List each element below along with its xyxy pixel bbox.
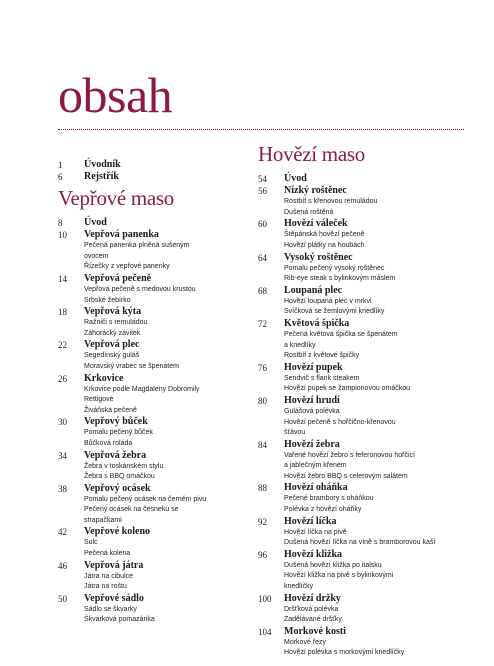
toc-page-number: 26 xyxy=(58,373,67,384)
toc-entry-title: Vepřové koleno xyxy=(84,526,151,538)
toc-entry-body xyxy=(284,252,458,285)
toc-page-number: 76 xyxy=(258,362,267,373)
toc-entry-title: Vepřová žebra xyxy=(84,449,147,461)
toc-entry xyxy=(58,339,238,372)
toc-entry-body xyxy=(84,159,238,171)
toc-entry xyxy=(258,516,458,549)
toc-entry-title: Hovězí žebra xyxy=(284,438,340,450)
intro-list xyxy=(58,159,238,183)
toc-recipe-line: Svíčková se žemlovými knedlíky xyxy=(284,308,385,316)
toc-entry-title: Vepřová panenka xyxy=(84,229,159,241)
toc-recipe-line: Dušená hovězí kližka po italsku xyxy=(284,561,382,569)
toc-recipe-line: Hovězí líčka na pivě xyxy=(284,528,347,536)
toc-entry-title: Hovězí líčka xyxy=(284,515,337,527)
toc-recipe-line: Segedínský guláš xyxy=(84,352,140,360)
toc-entry xyxy=(58,306,238,339)
toc-recipe-line: Řízečky z vepřové panenky xyxy=(84,263,170,271)
toc-recipe-line: Rostbíf z květové špičky xyxy=(284,352,360,360)
toc-entry-body xyxy=(84,526,238,559)
toc-entry-body xyxy=(284,285,458,318)
toc-entry xyxy=(58,450,238,483)
toc-entry-title: Úvodník xyxy=(84,159,121,170)
toc-recipe-line: knedlíčky xyxy=(284,583,314,591)
toc-entry-body xyxy=(84,450,238,483)
toc-page-number: 6 xyxy=(58,172,63,182)
toc-page-number: 14 xyxy=(58,273,67,284)
toc-entry-body xyxy=(84,171,238,183)
toc-entry-body xyxy=(284,516,458,549)
toc-entry-body xyxy=(84,306,238,339)
toc-entry xyxy=(258,252,458,285)
toc-entry xyxy=(58,560,238,593)
toc-page-number: 18 xyxy=(58,307,67,318)
toc-entry-title: Hovězí oháňka xyxy=(284,482,348,494)
toc-page-number: 92 xyxy=(258,516,267,527)
toc-entry-body xyxy=(284,395,458,439)
toc-entry-title: Květová špička xyxy=(284,317,350,329)
toc-entry-title: Hovězí kližka xyxy=(284,548,343,560)
toc-recipe-line: Rettigové xyxy=(84,396,114,404)
toc-page-number: 22 xyxy=(58,340,67,351)
toc-entry-title: Hovězí váleček xyxy=(284,218,348,230)
toc-entry-body xyxy=(84,229,238,273)
toc-entry xyxy=(58,526,238,559)
toc-page-number: 54 xyxy=(258,174,267,185)
toc-page-number: 96 xyxy=(258,549,267,560)
toc-entry xyxy=(258,482,458,515)
toc-entry-title: Hovězí pupek xyxy=(284,361,343,373)
toc-recipe-line: Škvarková pomazánka xyxy=(84,616,155,624)
toc-page-number: 88 xyxy=(258,483,267,494)
toc-recipe-line: Rib-eye steak s bylinkovým máslem xyxy=(284,275,396,283)
toc-entry-body xyxy=(84,560,238,593)
toc-recipe-line: Sulc xyxy=(84,539,98,547)
toc-recipe-line: Pomalu pečený bůček xyxy=(84,429,153,437)
toc-page-number: 8 xyxy=(58,218,63,229)
toc-recipe-line: Morkové řezy xyxy=(284,638,327,646)
toc-page-number: 60 xyxy=(258,219,267,230)
toc-entry xyxy=(258,439,458,483)
pork-entries xyxy=(58,217,238,626)
toc-entry-title: Hovězí hrudí xyxy=(284,394,340,406)
toc-entry xyxy=(258,185,458,218)
toc-page-number: 34 xyxy=(58,450,67,461)
toc-entry xyxy=(58,416,238,449)
toc-recipe-line: Zadělávané dršťky xyxy=(284,616,342,624)
section-beef xyxy=(258,142,458,659)
toc-entry-title: Úvod xyxy=(84,217,107,229)
toc-entry-body xyxy=(284,318,458,362)
toc-entry xyxy=(258,395,458,439)
toc-entry-body xyxy=(84,483,238,527)
toc-recipe-line: Sendvič s flank steakem xyxy=(284,374,360,382)
toc-recipe-line: Pomalu pečený vysoký roštěnec xyxy=(284,264,385,272)
toc-entry xyxy=(58,229,238,273)
toc-page-number: 104 xyxy=(258,626,272,637)
toc-recipe-line: Hovězí pečeně s hořčično-křenovou xyxy=(284,418,396,426)
title-divider xyxy=(58,129,464,130)
toc-recipe-line: Pečená kolena xyxy=(84,550,131,558)
toc-recipe-line: Žebra s BBQ omáčkou xyxy=(84,473,155,481)
toc-entry xyxy=(58,373,238,417)
toc-entry-body xyxy=(284,439,458,483)
section-pork xyxy=(58,186,238,626)
toc-page-number: 42 xyxy=(58,527,67,538)
toc-page-number: 84 xyxy=(258,439,267,450)
toc-entry xyxy=(58,171,238,183)
toc-recipe-line: Bůčková roláda xyxy=(84,439,133,447)
toc-page-number: 56 xyxy=(258,186,267,197)
toc-recipe-line: Ražniči s remuládou xyxy=(84,319,148,327)
page-title: obsah xyxy=(58,67,173,123)
toc-page-number: 68 xyxy=(258,285,267,296)
toc-recipe-line: Játra na roštu xyxy=(84,583,127,591)
section-heading-pork: Vepřové maso xyxy=(58,186,174,210)
toc-entry-body xyxy=(284,218,458,251)
toc-entry xyxy=(58,483,238,527)
toc-entry-title: Vysoký roštěnec xyxy=(284,251,353,263)
toc-entry-body xyxy=(284,593,458,626)
toc-recipe-line: Dušená roštěná xyxy=(284,208,334,216)
toc-entry-body xyxy=(84,416,238,449)
toc-entry-body xyxy=(84,217,238,229)
toc-entry xyxy=(58,273,238,306)
toc-entry-title: Vepřový ocásek xyxy=(84,482,151,494)
toc-recipe-line: Sádlo se škvarky xyxy=(84,605,137,613)
toc-entry xyxy=(258,173,458,185)
toc-entry-title: Úvod xyxy=(284,173,307,185)
toc-entry-body xyxy=(284,626,458,659)
toc-entry xyxy=(58,217,238,229)
toc-recipe-line: Hovězí pupek se žampionovou omáčkou xyxy=(284,385,411,393)
toc-recipe-line: Žebra v toskánském stylu xyxy=(84,462,164,470)
toc-recipe-line: Hovězí polévka s morkovými knedlíčky xyxy=(284,649,405,657)
toc-recipe-line: Srbské žebírko xyxy=(84,296,131,304)
toc-entry-title: Loupaná plec xyxy=(284,284,343,296)
toc-recipe-line: Vařené hovězí žebro s feferonovou hořčicí xyxy=(284,451,416,459)
toc-entry xyxy=(58,593,238,626)
toc-entry xyxy=(258,626,458,659)
toc-entry xyxy=(58,159,238,171)
toc-recipe-line: Polévka z hovězí oháňky xyxy=(284,506,362,514)
toc-entry-title: Vepřové sádlo xyxy=(84,592,144,604)
toc-page-number: 38 xyxy=(58,483,67,494)
toc-entry-title: Krkovice xyxy=(84,372,124,384)
toc-recipe-line: Živáňská pečeně xyxy=(84,406,137,414)
toc-recipe-line: a knedlíky xyxy=(284,341,316,349)
toc-entry-body xyxy=(84,273,238,306)
toc-recipe-line: Pečená panenka plněná sušeným xyxy=(84,242,190,250)
toc-recipe-line: Hovězí loupaná plec v mrkvi xyxy=(284,297,372,305)
toc-page-number: 30 xyxy=(58,417,67,428)
toc-recipe-line: Rostbíf s křenovou remuládou xyxy=(284,198,378,206)
toc-recipe-line: Pomalu pečený ocásek na černém pivu xyxy=(84,495,207,503)
toc-page-number: 64 xyxy=(258,252,267,263)
toc-entry-title: Hovězí držky xyxy=(284,592,341,604)
toc-entry-title: Vepřová kýta xyxy=(84,306,142,318)
toc-entry-title: Morkové kosti xyxy=(284,625,346,637)
toc-entry-body xyxy=(284,549,458,593)
toc-recipe-line: Hovězí žebro BBQ s celerovým salátem xyxy=(284,472,408,480)
toc-page-number: 50 xyxy=(58,593,67,604)
toc-page-number: 72 xyxy=(258,318,267,329)
toc-recipe-line: Moravský vrabec se špenátem xyxy=(84,362,179,370)
toc-recipe-line: Štěpánská hovězí pečeně xyxy=(284,231,365,239)
toc-recipe-line: Hovězí plátky na houbách xyxy=(284,241,365,249)
toc-entry xyxy=(258,218,458,251)
toc-entry-title: Nízký roštěnec xyxy=(284,185,347,197)
toc-entry-body xyxy=(284,185,458,218)
toc-entry-body xyxy=(284,173,458,185)
toc-recipe-line: Krkovice podle Magdaleny Dobromily xyxy=(84,385,200,393)
toc-recipe-line: Vepřová pečeně s medovou krustou xyxy=(84,285,196,293)
toc-entry xyxy=(258,318,458,362)
toc-recipe-line: Pečený ocásek na česneku se xyxy=(84,506,179,514)
toc-recipe-line: Pečená květová špička se špenátem xyxy=(284,330,398,338)
toc-entry-body xyxy=(284,362,458,395)
toc-entry-body xyxy=(284,482,458,515)
toc-entry xyxy=(258,549,458,593)
toc-recipe-line: Záhorácký závitek xyxy=(84,329,141,337)
toc-recipe-line: a jablečným křenem xyxy=(284,462,347,470)
toc-entry-title: Vepřová plec xyxy=(84,339,140,351)
section-heading-beef: Hovězí maso xyxy=(258,142,365,166)
toc-entry xyxy=(258,593,458,626)
toc-recipe-line: šťávou xyxy=(284,429,306,437)
toc-entry-body xyxy=(84,339,238,372)
toc-page-number: 10 xyxy=(58,230,67,241)
toc-entry-title: Vepřový bůček xyxy=(84,416,148,428)
toc-page-number: 46 xyxy=(58,560,67,571)
toc-recipe-line: Gulášová polévka xyxy=(284,407,340,415)
beef-entries xyxy=(258,173,458,659)
toc-entry-body xyxy=(84,373,238,417)
toc-recipe-line: Dršťková polévka xyxy=(284,605,339,613)
toc-recipe-line: Dušená hovězí líčka na víně s bramborovou kaší xyxy=(284,539,436,547)
toc-entry-body xyxy=(84,593,238,626)
toc-entry-title: Rejstřík xyxy=(84,171,119,182)
toc-recipe-line: ovocem xyxy=(84,252,109,260)
toc-recipe-line: Játra na cibulce xyxy=(84,572,134,580)
toc-page-number: 100 xyxy=(258,593,272,604)
toc-entry-title: Vepřová pečeně xyxy=(84,272,152,284)
toc-entry-title: Vepřová játra xyxy=(84,559,144,571)
toc-recipe-line: Pečené brambory s oháňkou xyxy=(284,495,374,503)
toc-recipe-line: Hovězí kližka na pivě s bylinkovými xyxy=(284,572,394,580)
toc-page-number: 1 xyxy=(58,160,63,170)
toc-page-number: 80 xyxy=(258,395,267,406)
toc-entry xyxy=(258,285,458,318)
toc-recipe-line: strapačkami xyxy=(84,516,122,524)
toc-entry xyxy=(258,362,458,395)
